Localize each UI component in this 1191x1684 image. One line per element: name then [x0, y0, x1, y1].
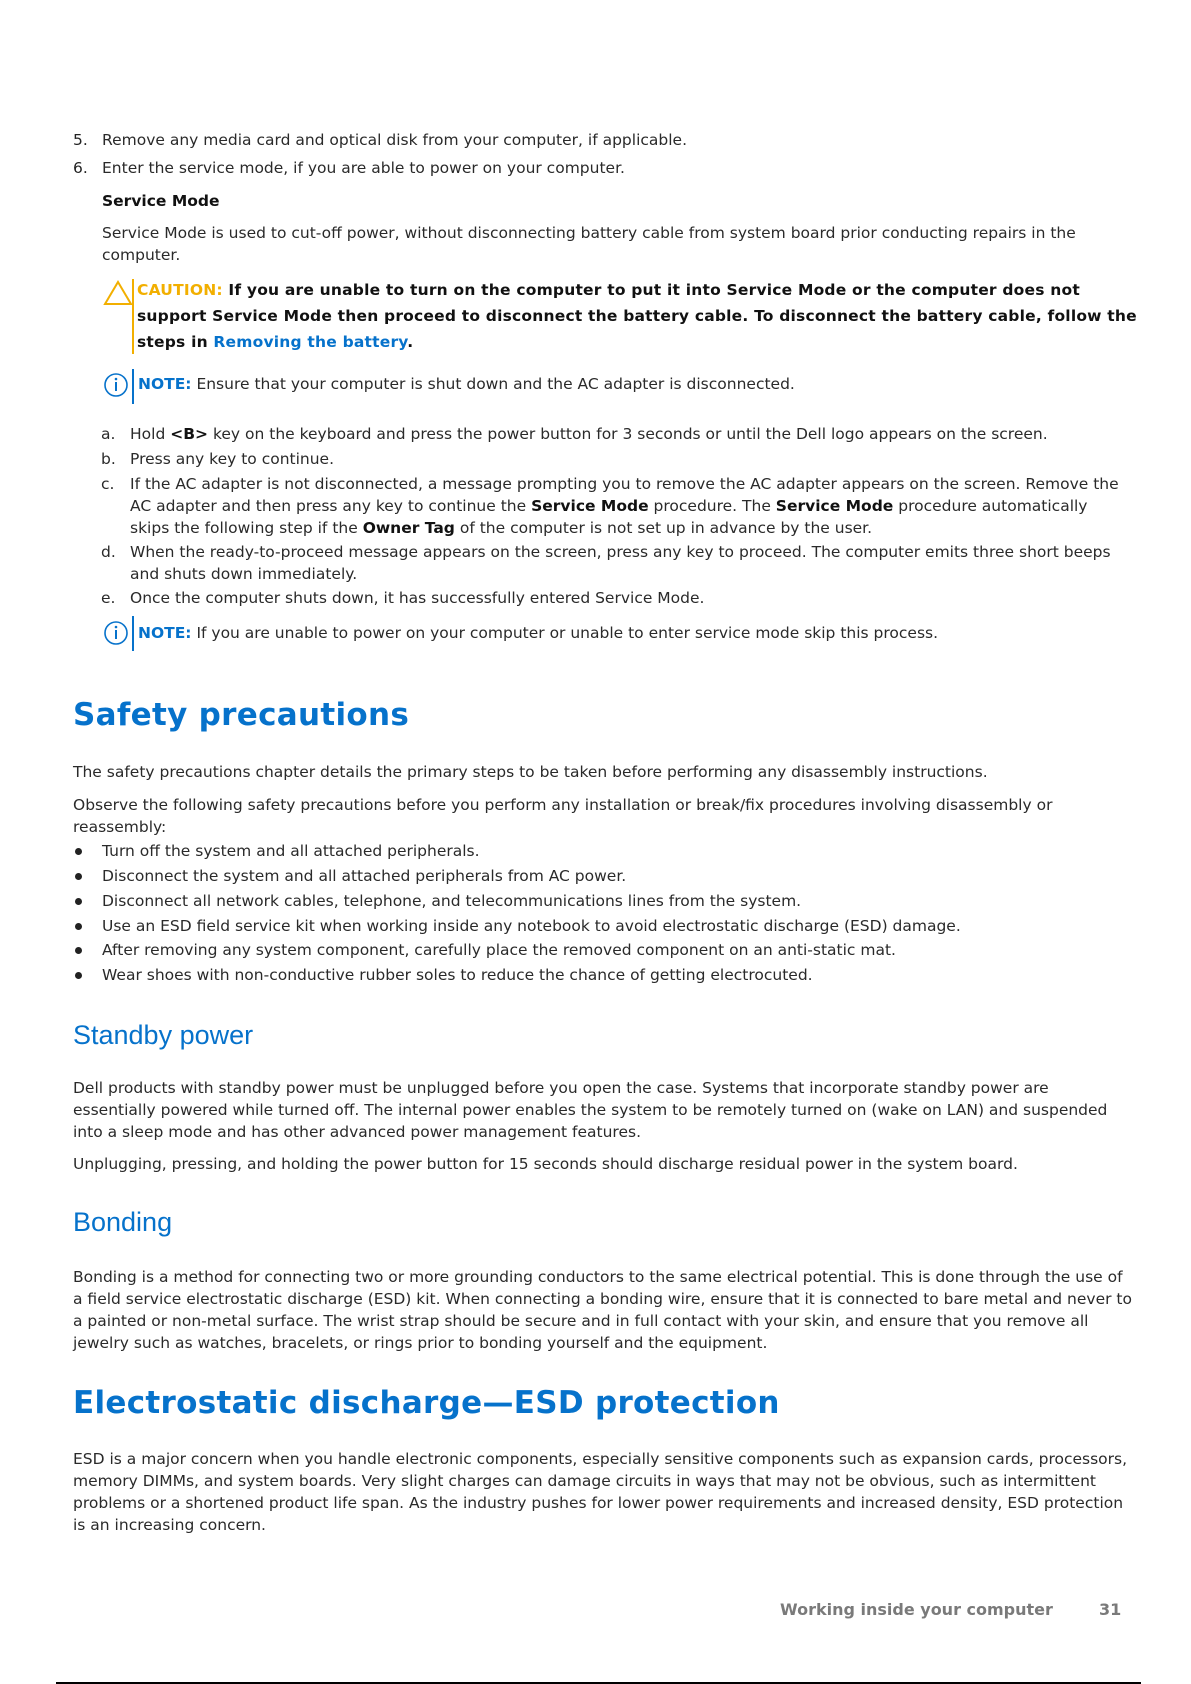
substep-e: Once the computer shuts down, it has successfully entered Service Mode.: [130, 589, 705, 607]
bullet-icon: [75, 898, 82, 905]
info-icon: [103, 620, 129, 650]
step-number: 5.: [73, 131, 88, 149]
service-mode-para: Service Mode is used to cut-off power, without disconnecting battery cable from system board prior conducting repairs in the computer.: [102, 224, 1076, 264]
safety-bullet-item: Wear shoes with non-conductive rubber soles to reduce the chance of getting electrocuted.: [102, 966, 813, 984]
bonding-heading: Bonding: [73, 1207, 173, 1237]
safety-bullet-item: Disconnect all network cables, telephone, and telecommunications lines from the system.: [102, 892, 802, 910]
substep-b: Press any key to continue.: [130, 450, 335, 468]
step-text: Remove any media card and optical disk from your computer, if applicable.: [102, 131, 688, 149]
caution-label: CAUTION:: [137, 281, 223, 299]
note-bar: [132, 369, 134, 404]
esd-para: ESD is a major concern when you handle electronic components, especially sensitive components such as expansion cards, processors, memory DIMMs, and system boards. Very slight charges can damage circuits in ways that may not be obvious, such as intermittent problems or a shortened product life span. As the industry pushes for lower power requirements and increased density, ESD protection is an increasing concern.: [73, 1450, 1128, 1534]
substep-a: Hold <B> key on the keyboard and press the power button for 3 seconds or until the Dell logo appears on the screen.: [130, 425, 1048, 443]
bonding-para: Bonding is a method for connecting two or more grounding conductors to the same electrical potential. This is done through the use of a field service electrostatic discharge (ESD) kit. When connecting a bonding wire, ensure that it is connected to bare metal and never to a painted or non-metal surface. The wrist strap should be secure and in full contact with your skin, and ensure that you remove all jewelry such as watches, bracelets, or rings prior to bonding yourself and the equipment.: [73, 1268, 1132, 1352]
service-mode-heading: Service Mode: [102, 192, 220, 210]
note-label: NOTE:: [138, 624, 192, 642]
substep-c-number: c.: [101, 475, 115, 493]
caution-icon: [103, 280, 133, 310]
bullet-icon: [75, 947, 82, 954]
safety-bullet-item: Turn off the system and all attached peripherals.: [102, 842, 480, 860]
bullet-icon: [75, 972, 82, 979]
note-text: Ensure that your computer is shut down and the AC adapter is disconnected.: [191, 375, 795, 393]
substep-c: If the AC adapter is not disconnected, a message prompting you to remove the AC adapter appears on the screen. Remove the AC adapter and then press any key to continue the Service Mode procedure. The Service Mode procedure automatically skips the following step if the Owner Tag of the computer is not set up in advance by the user.: [130, 475, 1119, 537]
standby-para-1: Dell products with standby power must be unplugged before you open the case. Systems that incorporate standby power are essentially powered while turned off. The internal power enables the system to be remotely turned on (wake on LAN) and suspended into a sleep mode and has other advanced power management features.: [73, 1079, 1108, 1141]
substep-a-number: a.: [101, 425, 116, 443]
safety-heading: Safety precautions: [73, 697, 410, 733]
note-label: NOTE:: [138, 375, 192, 393]
footer-rule: [56, 1682, 1141, 1684]
safety-para-1: The safety precautions chapter details the primary steps to be taken before performing any disassembly instructions.: [73, 763, 988, 781]
note-bar: [132, 616, 134, 651]
caution-end: .: [407, 333, 414, 351]
safety-bullet-item: Use an ESD field service kit when working inside any notebook to avoid electrostatic discharge (ESD) damage.: [102, 917, 961, 935]
safety-bullet-item: After removing any system component, carefully place the removed component on an anti-static mat.: [102, 941, 896, 959]
note-1: [138, 373, 795, 395]
caution-text: [137, 277, 1137, 355]
note-2: [138, 622, 938, 644]
step-number: 6.: [73, 159, 88, 177]
substep-d: When the ready-to-proceed message appears on the screen, press any key to proceed. The computer emits three short beeps and shuts down immediately.: [130, 543, 1111, 583]
bullet-icon: [75, 923, 82, 930]
bullet-icon: [75, 873, 82, 880]
standby-heading: Standby power: [73, 1020, 254, 1050]
note-text: If you are unable to power on your computer or unable to enter service mode skip this process.: [191, 624, 939, 642]
caution-body: If you are unable to turn on the computer to put it into Service Mode or the computer does not support Service Mode then proceed to disconnect the battery cable. To disconnect the battery cable, follow the steps in: [137, 281, 1137, 351]
standby-para-2: Unplugging, pressing, and holding the power button for 15 seconds should discharge residual power in the system board.: [73, 1155, 1018, 1173]
esd-heading: Electrostatic discharge—ESD protection: [73, 1385, 780, 1421]
substep-b-number: b.: [101, 450, 116, 468]
footer-section-title: Working inside your computer: [780, 1600, 1053, 1619]
safety-para-2: Observe the following safety precautions before you perform any installation or break/fix procedures involving disassembly or reassembly:: [73, 796, 1053, 836]
info-icon: [103, 372, 129, 402]
page-number: 31: [1099, 1600, 1122, 1619]
step-text: Enter the service mode, if you are able to power on your computer.: [102, 159, 625, 177]
removing-battery-link[interactable]: Removing the battery: [213, 333, 408, 351]
caution-bar: [132, 279, 134, 354]
safety-bullet-item: Disconnect the system and all attached peripherals from AC power.: [102, 867, 627, 885]
substep-d-number: d.: [101, 543, 116, 561]
substep-e-number: e.: [101, 589, 116, 607]
bullet-icon: [75, 848, 82, 855]
